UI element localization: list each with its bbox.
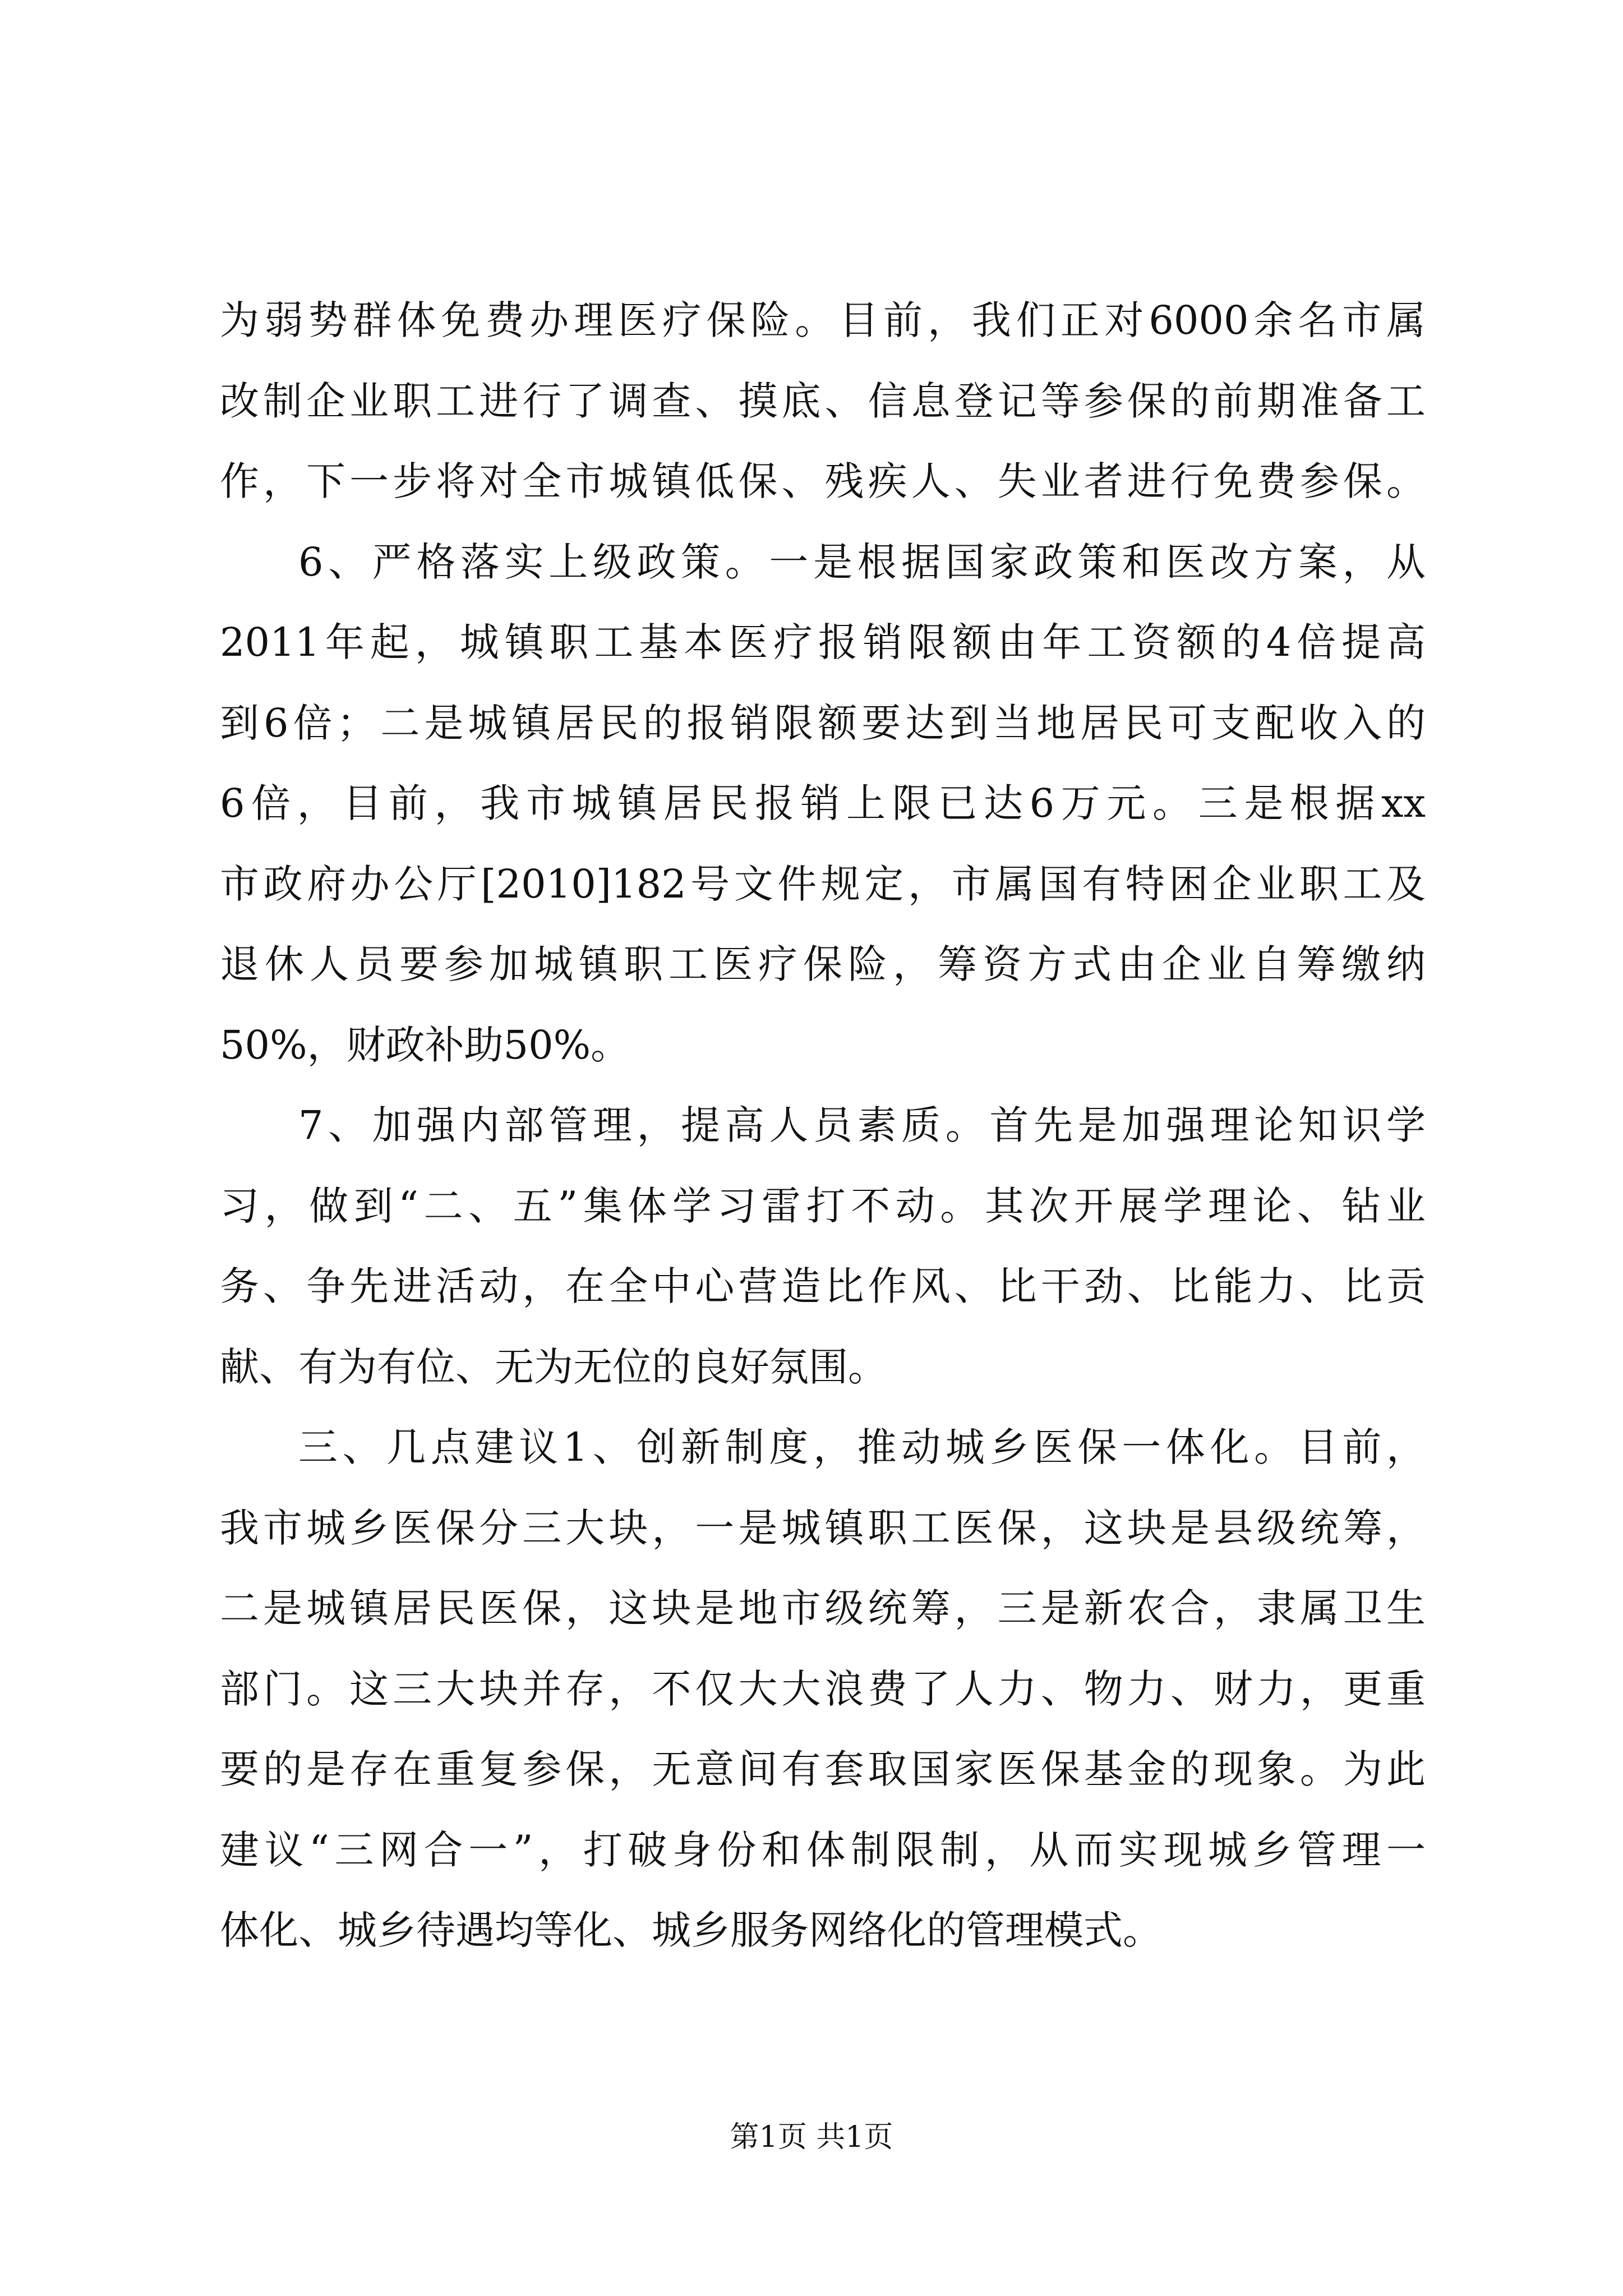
text-line: 6、严格落实上级政策。一是根据国家政策和医改方案，从: [298, 539, 1426, 585]
text-line: 50%，财政补助50%。: [220, 1022, 630, 1068]
text-line: 为弱势群体免费办理医疗保险。目前，我们正对6000余名市属: [220, 297, 1426, 343]
text-line: 二是城镇居民医保，这块是地市级统筹，三是新农合，隶属卫生: [220, 1585, 1426, 1631]
text-line: 6倍，目前，我市城镇居民报销上限已达6万元。三是根据xx: [220, 780, 1426, 826]
text-line: 作，下一步将对全市城镇低保、残疾人、失业者进行免费参保。: [220, 458, 1426, 504]
text-line: 2011年起，城镇职工基本医疗报销限额由年工资额的4倍提高: [220, 619, 1426, 665]
text-line: 市政府办公厅[2010]182号文件规定，市属国有特困企业职工及: [220, 861, 1426, 907]
document-body: [220, 280, 1426, 1971]
text-line: 体化、城乡待遇均等化、城乡服务网络化的管理模式。: [220, 1907, 1162, 1953]
text-line: 务、争先进活动，在全中心营造比作风、比干劲、比能力、比贡: [220, 1263, 1426, 1309]
text-line: 7、加强内部管理，提高人员素质。首先是加强理论知识学: [298, 1102, 1426, 1148]
text-line: 到6倍；二是城镇居民的报销限额要达到当地居民可支配收入的: [220, 700, 1426, 746]
text-line: 我市城乡医保分三大块，一是城镇职工医保，这块是县级统筹，: [220, 1504, 1426, 1551]
text-line: 献、有为有位、无为无位的良好氛围。: [220, 1343, 887, 1390]
text-line: 习，做到“二、五”集体学习雷打不动。其次开展学理论、钻业: [220, 1182, 1426, 1229]
text-line: 退休人员要参加城镇职工医疗保险，筹资方式由企业自筹缴纳: [220, 941, 1426, 987]
text-line: 三、几点建议1、创新制度，推动城乡医保一体化。目前，: [298, 1424, 1426, 1470]
text-line: 改制企业职工进行了调查、摸底、信息登记等参保的前期准备工: [220, 378, 1426, 424]
text-line: 建议“三网合一”，打破身份和体制限制，从而实现城乡管理一: [220, 1826, 1426, 1873]
page-number-footer: 第1页 共1页: [730, 2120, 893, 2154]
text-line: 部门。这三大块并存，不仅大大浪费了人力、物力、财力，更重: [220, 1665, 1426, 1712]
text-line: 要的是存在重复参保，无意间有套取国家医保基金的现象。为此: [220, 1746, 1426, 1792]
